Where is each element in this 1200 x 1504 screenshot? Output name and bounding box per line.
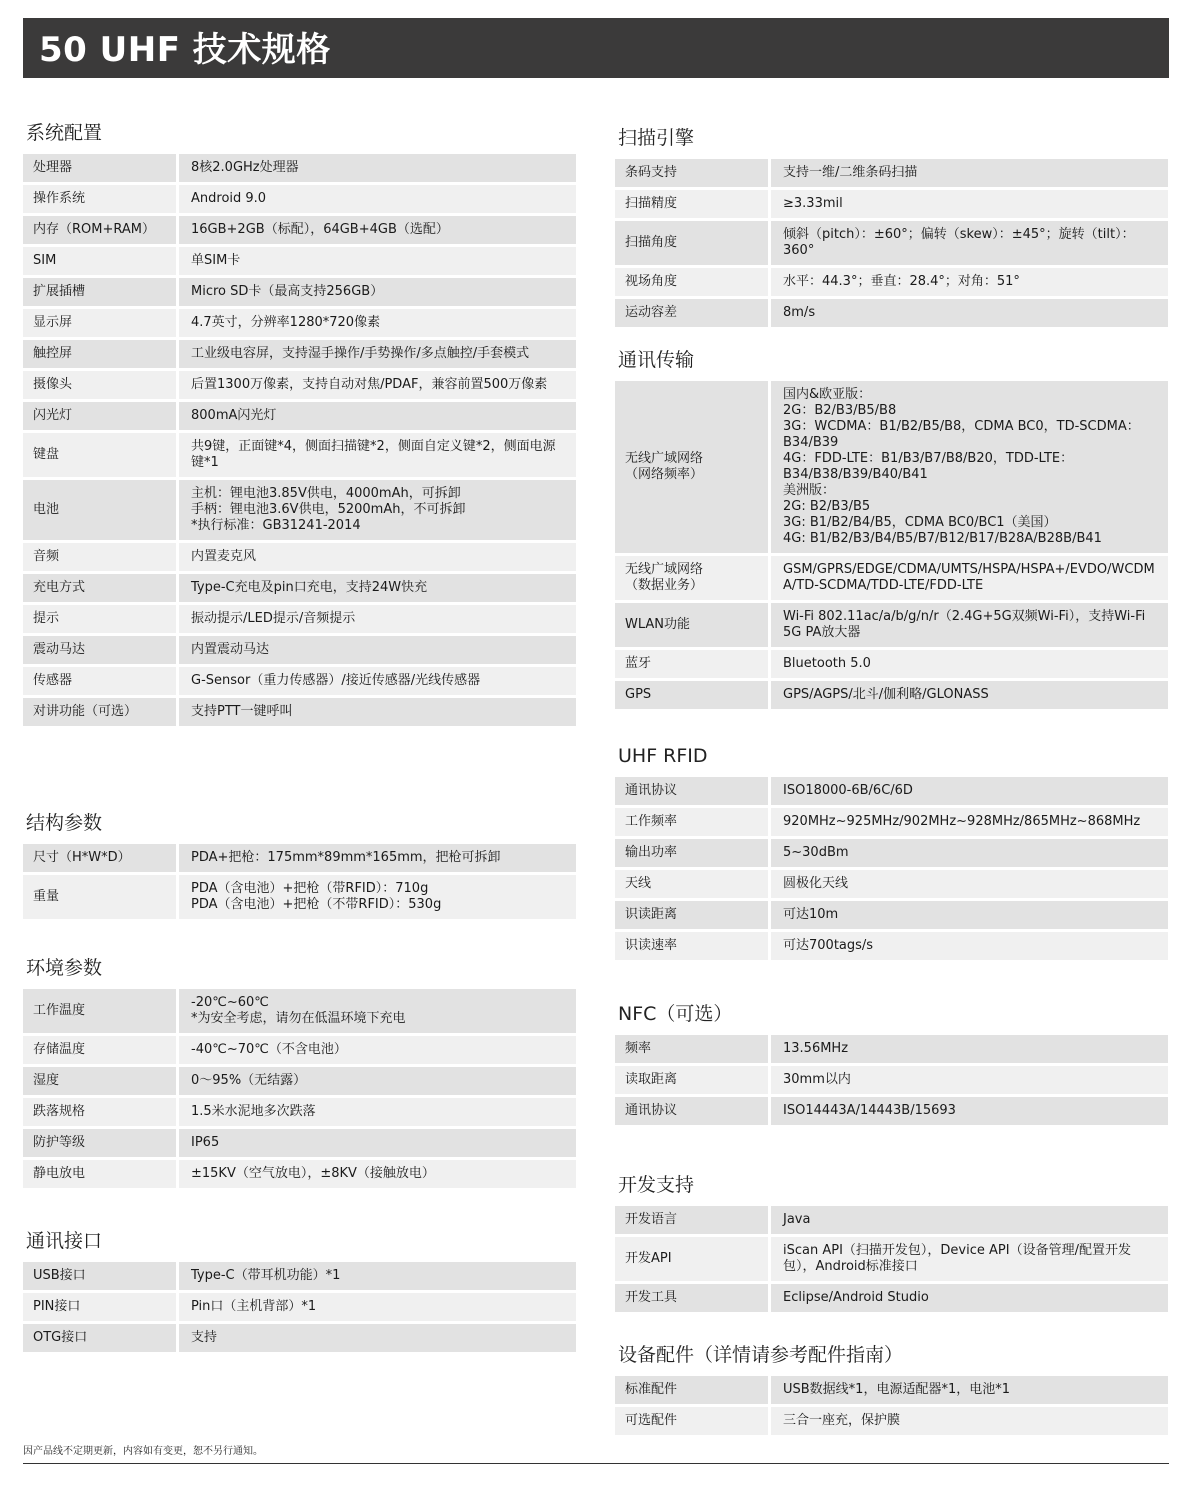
page-header: [23, 18, 1169, 78]
spec-row: [615, 381, 1168, 553]
spec-key: 充电方式: [23, 574, 179, 602]
spec-value: 水平：44.3°；垂直：28.4°；对角：51°: [771, 268, 1168, 296]
spec-value: Android 9.0: [179, 185, 576, 213]
spec-key: 静电放电: [23, 1160, 179, 1188]
spec-value: 可达10m: [771, 901, 1168, 929]
footer-divider: [23, 1463, 1169, 1464]
spec-key: 工作频率: [615, 808, 771, 836]
spec-row: [615, 1284, 1168, 1312]
spec-row: [615, 1237, 1168, 1281]
section-title: NFC（可选）: [618, 1003, 733, 1025]
spec-value: 支持一维/二维条码扫描: [771, 159, 1168, 187]
spec-value: Wi-Fi 802.11ac/a/b/g/n/r（2.4G+5G双频Wi-Fi），支持Wi-Fi 5G PA放大器: [771, 603, 1168, 647]
spec-row: [23, 1293, 576, 1321]
spec-key: 视场角度: [615, 268, 771, 296]
spec-row: [23, 1036, 576, 1064]
spec-row: [23, 185, 576, 213]
spec-value: 共9键，正面键*4，侧面扫描键*2，侧面自定义键*2，侧面电源 键*1: [179, 433, 576, 477]
spec-value: Type-C充电及pin口充电，支持24W快充: [179, 574, 576, 602]
spec-row: [23, 154, 576, 182]
spec-key: 频率: [615, 1035, 771, 1063]
spec-key: 天线: [615, 870, 771, 898]
spec-row: [23, 1067, 576, 1095]
spec-value: 920MHz~925MHz/902MHz~928MHz/865MHz~868MHz: [771, 808, 1168, 836]
section-title: 系统配置: [26, 122, 103, 144]
spec-value: ISO14443A/14443B/15693: [771, 1097, 1168, 1125]
spec-row: [615, 1097, 1168, 1125]
spec-key: 内存（ROM+RAM）: [23, 216, 179, 244]
spec-value: 13.56MHz: [771, 1035, 1168, 1063]
spec-value: 后置1300万像素，支持自动对焦/PDAF，兼容前置500万像素: [179, 371, 576, 399]
spec-value: 单SIM卡: [179, 247, 576, 275]
section-comm: [615, 345, 1168, 712]
section-title: 通讯传输: [618, 349, 695, 371]
spec-value: 8m/s: [771, 299, 1168, 327]
spec-value: 4.7英寸，分辨率1280*720像素: [179, 309, 576, 337]
spec-key: OTG接口: [23, 1324, 179, 1352]
spec-row: [615, 901, 1168, 929]
spec-key: 扩展插槽: [23, 278, 179, 306]
spec-key: 可选配件: [615, 1407, 771, 1435]
spec-value: USB数据线*1，电源适配器*1，电池*1: [771, 1376, 1168, 1404]
spec-row: [615, 650, 1168, 678]
spec-value: 振动提示/LED提示/音频提示: [179, 605, 576, 633]
spec-key: 识读距离: [615, 901, 771, 929]
spec-key: 电池: [23, 480, 179, 540]
spec-key: SIM: [23, 247, 179, 275]
section-title: 环境参数: [26, 957, 103, 979]
spec-key: 重量: [23, 875, 179, 919]
spec-row: [23, 402, 576, 430]
spec-row: [615, 1066, 1168, 1094]
spec-key: 摄像头: [23, 371, 179, 399]
spec-value: Pin口（主机背部）*1: [179, 1293, 576, 1321]
spec-table: [23, 151, 576, 729]
spec-key: 存储温度: [23, 1036, 179, 1064]
spec-key: USB接口: [23, 1262, 179, 1290]
spec-value: 国内&欧亚版： 2G：B2/B3/B5/B8 3G：WCDMA：B1/B2/B5/B8，CDMA BC0，TD-SCDMA： B34/B39 4G：FDD-LTE：B1/B3/B7/B8/B20，TDD-LTE： B34/B38/B39/B40/B41 美洲版： 2G: B2/B3/B5 3G: B1/B2/B4/B5，CDMA BC0/BC1（美国） 4G: B1/B2/B3/B4/B5/B7/B12/B17/B28A/B28B/B41: [771, 381, 1168, 553]
spec-value: 0～95%（无结露）: [179, 1067, 576, 1095]
spec-value: 三合一座充，保护膜: [771, 1407, 1168, 1435]
spec-table: [23, 986, 576, 1191]
spec-key: 工作温度: [23, 989, 179, 1033]
spec-key: 键盘: [23, 433, 179, 477]
spec-value: Bluetooth 5.0: [771, 650, 1168, 678]
spec-key: 显示屏: [23, 309, 179, 337]
spec-key: 操作系统: [23, 185, 179, 213]
spec-table: [615, 156, 1168, 330]
spec-key: 无线广域网络 （数据业务）: [615, 556, 771, 600]
spec-row: [23, 989, 576, 1033]
spec-row: [23, 278, 576, 306]
spec-row: [615, 839, 1168, 867]
spec-key: 尺寸（H*W*D）: [23, 844, 179, 872]
spec-value: Eclipse/Android Studio: [771, 1284, 1168, 1312]
spec-row: [615, 1035, 1168, 1063]
spec-value: ISO18000-6B/6C/6D: [771, 777, 1168, 805]
spec-row: [615, 932, 1168, 960]
spec-value: 主机：锂电池3.85V供电，4000mAh，可拆卸 手柄：锂电池3.6V供电，5200mAh，不可拆卸 *执行标准：GB31241-2014: [179, 480, 576, 540]
spec-row: [23, 1098, 576, 1126]
spec-row: [615, 777, 1168, 805]
spec-value: ≥3.33mil: [771, 190, 1168, 218]
spec-value: 支持: [179, 1324, 576, 1352]
spec-key: 无线广域网络 （网络频率）: [615, 381, 771, 553]
spec-value: ±15KV（空气放电），±8KV（接触放电）: [179, 1160, 576, 1188]
spec-value: iScan API（扫描开发包），Device API（设备管理/配置开发 包），Android标准接口: [771, 1237, 1168, 1281]
spec-value: 8核2.0GHz处理器: [179, 154, 576, 182]
spec-row: [615, 681, 1168, 709]
section-title: 扫描引擎: [618, 127, 695, 149]
spec-row: [23, 309, 576, 337]
spec-key: 触控屏: [23, 340, 179, 368]
spec-row: [23, 667, 576, 695]
spec-table: [615, 378, 1168, 712]
spec-row: [23, 340, 576, 368]
spec-row: [23, 543, 576, 571]
spec-key: 运动容差: [615, 299, 771, 327]
spec-row: [23, 371, 576, 399]
spec-key: 湿度: [23, 1067, 179, 1095]
spec-row: [23, 844, 576, 872]
spec-table: [615, 1032, 1168, 1128]
spec-value: 800mA闪光灯: [179, 402, 576, 430]
spec-key: 处理器: [23, 154, 179, 182]
section-title: 结构参数: [26, 812, 103, 834]
spec-row: [23, 875, 576, 919]
section-title: UHF RFID: [618, 745, 708, 767]
spec-key: 蓝牙: [615, 650, 771, 678]
spec-row: [615, 159, 1168, 187]
spec-key: 跌落规格: [23, 1098, 179, 1126]
spec-key: 识读速率: [615, 932, 771, 960]
spec-key: 读取距离: [615, 1066, 771, 1094]
spec-value: 支持PTT一键呼叫: [179, 698, 576, 726]
spec-key: GPS: [615, 681, 771, 709]
spec-table: [23, 841, 576, 922]
section-dev: [615, 1170, 1168, 1315]
spec-value: 16GB+2GB（标配），64GB+4GB（选配）: [179, 216, 576, 244]
spec-row: [23, 698, 576, 726]
spec-key: 开发API: [615, 1237, 771, 1281]
spec-value: -20℃~60℃ *为安全考虑，请勿在低温环境下充电: [179, 989, 576, 1033]
spec-row: [615, 1407, 1168, 1435]
section-iface: [23, 1226, 576, 1355]
spec-value: PDA（含电池）+把枪（带RFID）：710g PDA（含电池）+把枪（不带RFID）：530g: [179, 875, 576, 919]
spec-value: Java: [771, 1206, 1168, 1234]
section-nfc: [615, 999, 1168, 1128]
spec-value: 5~30dBm: [771, 839, 1168, 867]
spec-row: [615, 190, 1168, 218]
spec-key: 闪光灯: [23, 402, 179, 430]
spec-row: [23, 1262, 576, 1290]
spec-row: [615, 603, 1168, 647]
spec-key: 通讯协议: [615, 777, 771, 805]
section-struct: [23, 808, 576, 922]
spec-key: 开发工具: [615, 1284, 771, 1312]
spec-row: [23, 636, 576, 664]
spec-value: 1.5米水泥地多次跌落: [179, 1098, 576, 1126]
spec-row: [23, 433, 576, 477]
spec-row: [615, 1206, 1168, 1234]
spec-value: 圆极化天线: [771, 870, 1168, 898]
spec-key: 传感器: [23, 667, 179, 695]
spec-row: [23, 216, 576, 244]
spec-key: WLAN功能: [615, 603, 771, 647]
spec-key: PIN接口: [23, 1293, 179, 1321]
spec-row: [615, 808, 1168, 836]
section-acc: [615, 1340, 1168, 1438]
spec-key: 开发语言: [615, 1206, 771, 1234]
section-title: 通讯接口: [26, 1230, 103, 1252]
spec-value: 内置麦克风: [179, 543, 576, 571]
spec-row: [23, 480, 576, 540]
spec-row: [615, 299, 1168, 327]
spec-key: 扫描角度: [615, 221, 771, 265]
section-sys: [23, 118, 576, 729]
section-title: 开发支持: [618, 1174, 695, 1196]
spec-key: 震动马达: [23, 636, 179, 664]
spec-row: [23, 1160, 576, 1188]
spec-value: 可达700tags/s: [771, 932, 1168, 960]
footnote: 因产品线不定期更新，内容如有变更，恕不另行通知。: [23, 1446, 263, 1457]
spec-key: 条码支持: [615, 159, 771, 187]
spec-row: [615, 221, 1168, 265]
spec-key: 输出功率: [615, 839, 771, 867]
spec-key: 防护等级: [23, 1129, 179, 1157]
spec-value: 工业级电容屏，支持湿手操作/手势操作/多点触控/手套模式: [179, 340, 576, 368]
spec-table: [23, 1259, 576, 1355]
spec-value: IP65: [179, 1129, 576, 1157]
spec-value: PDA+把枪：175mm*89mm*165mm，把枪可拆卸: [179, 844, 576, 872]
spec-key: 标准配件: [615, 1376, 771, 1404]
section-title: 设备配件（详情请参考配件指南）: [618, 1344, 904, 1366]
spec-value: Micro SD卡（最高支持256GB）: [179, 278, 576, 306]
spec-row: [615, 870, 1168, 898]
spec-row: [23, 574, 576, 602]
spec-key: 对讲功能（可选）: [23, 698, 179, 726]
spec-value: GSM/GPRS/EDGE/CDMA/UMTS/HSPA/HSPA+/EVDO/WCDM A/TD-SCDMA/TDD-LTE/FDD-LTE: [771, 556, 1168, 600]
spec-key: 提示: [23, 605, 179, 633]
spec-value: -40℃~70℃（不含电池）: [179, 1036, 576, 1064]
spec-key: 扫描精度: [615, 190, 771, 218]
spec-value: G-Sensor（重力传感器）/接近传感器/光线传感器: [179, 667, 576, 695]
spec-row: [615, 1376, 1168, 1404]
section-uhf: [615, 741, 1168, 963]
spec-key: 音频: [23, 543, 179, 571]
spec-value: GPS/AGPS/北斗/伽利略/GLONASS: [771, 681, 1168, 709]
spec-value: 内置震动马达: [179, 636, 576, 664]
spec-row: [23, 247, 576, 275]
spec-row: [23, 1129, 576, 1157]
spec-table: [615, 1373, 1168, 1438]
section-env: [23, 953, 576, 1191]
spec-table: [615, 774, 1168, 963]
spec-value: 30mm以内: [771, 1066, 1168, 1094]
spec-value: 倾斜（pitch）：±60°；偏转（skew）：±45°；旋转（tilt）： 360°: [771, 221, 1168, 265]
section-scan: [615, 123, 1168, 330]
spec-row: [615, 556, 1168, 600]
spec-row: [23, 605, 576, 633]
spec-row: [615, 268, 1168, 296]
page-title: 50 UHF 技术规格: [39, 30, 331, 70]
spec-key: 通讯协议: [615, 1097, 771, 1125]
spec-value: Type-C（带耳机功能）*1: [179, 1262, 576, 1290]
spec-row: [23, 1324, 576, 1352]
spec-table: [615, 1203, 1168, 1315]
